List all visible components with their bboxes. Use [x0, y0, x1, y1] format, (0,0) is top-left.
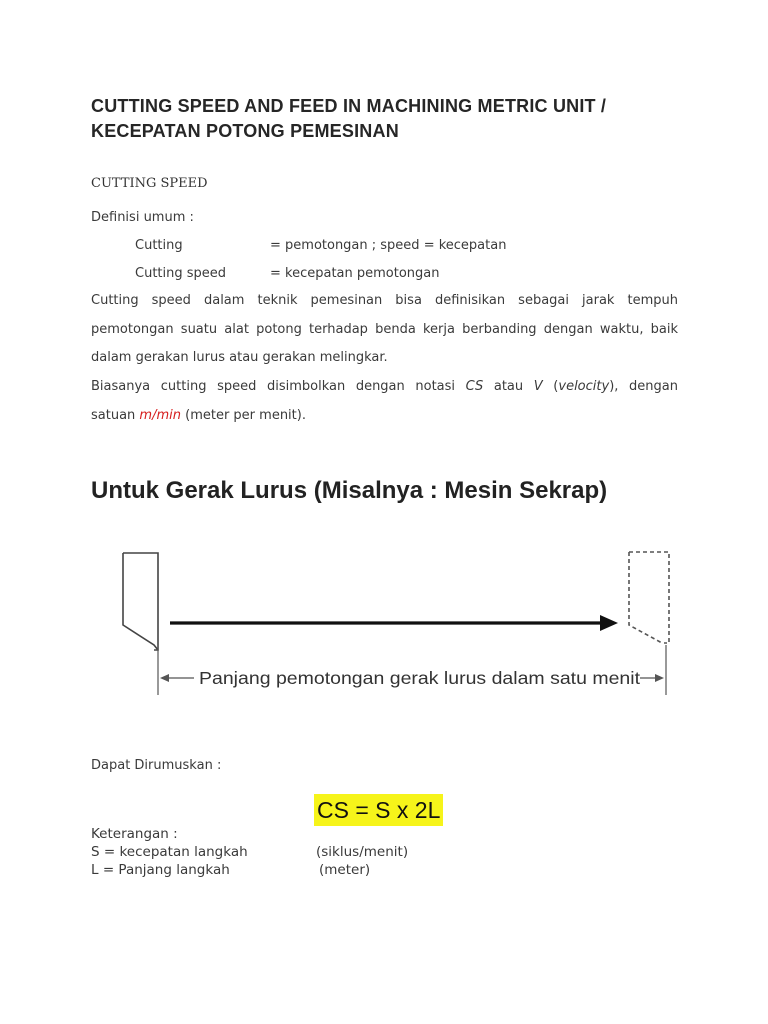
section-heading: CUTTING SPEED	[91, 176, 208, 191]
notation-text-end: ), dengan	[609, 379, 678, 394]
definition-label: Definisi umum :	[91, 210, 194, 225]
paragraph-line: pemotongan suatu alat potong terhadap benda kerja berbanding dengan waktu, baik	[91, 321, 678, 337]
section-heading-linear-motion: Untuk Gerak Lurus (Misalnya : Mesin Sekrap)	[91, 477, 608, 504]
unit-mmin: m/min	[139, 407, 181, 423]
shaper-diagram	[118, 545, 683, 720]
keterangan-text: S = kecepatan langkah	[91, 844, 248, 860]
motion-arrow-icon	[170, 615, 618, 631]
paragraph-notation	[91, 373, 678, 430]
notation-text: Biasanya cutting speed disimbolkan dengan notasi	[91, 379, 456, 394]
paragraph-definition	[91, 287, 678, 373]
paragraph-line	[91, 402, 678, 431]
notation-cs: CS	[465, 379, 484, 394]
paragraph-line	[91, 373, 678, 402]
notation-v: V	[533, 379, 543, 394]
satuan-text: satuan	[91, 407, 136, 423]
keterangan-unit: (meter)	[319, 862, 371, 878]
definition-meaning: = kecepatan pemotongan	[270, 266, 440, 281]
keterangan-label: Keterangan :	[91, 826, 178, 842]
keterangan-row	[91, 843, 409, 861]
definition-term: Cutting speed	[135, 266, 227, 281]
formula-highlight: CS = S x 2L	[314, 794, 443, 826]
definition-row	[135, 232, 507, 260]
keterangan-row	[91, 861, 371, 879]
keterangan-unit: (siklus/menit)	[316, 844, 409, 860]
page-title: CUTTING SPEED AND FEED IN MACHINING METRIC UNIT / KECEPATAN POTONG PEMESINAN	[91, 96, 607, 141]
paragraph-line: Cutting speed dalam teknik pemesinan bisa definisikan sebagai jarak tempuh	[91, 293, 678, 308]
notation-paren: (	[553, 379, 559, 394]
definition-term: Cutting	[135, 238, 183, 253]
keterangan-text: L = Panjang langkah	[91, 862, 230, 878]
paragraph-line: dalam gerakan lurus atau gerakan melingkar.	[91, 350, 388, 365]
notation-atau: atau	[493, 379, 524, 394]
notation-velocity: velocity	[558, 379, 610, 394]
unit-description: (meter per menit).	[185, 407, 306, 423]
formula-intro: Dapat Dirumuskan :	[91, 758, 222, 773]
tool-start-icon	[123, 553, 158, 650]
definition-row	[135, 260, 440, 288]
tool-end-icon	[629, 552, 669, 643]
definition-meaning: = pemotongan ; speed = kecepatan	[270, 238, 507, 253]
diagram-label: Panjang pemotongan gerak lurus dalam satu menit	[199, 668, 641, 688]
